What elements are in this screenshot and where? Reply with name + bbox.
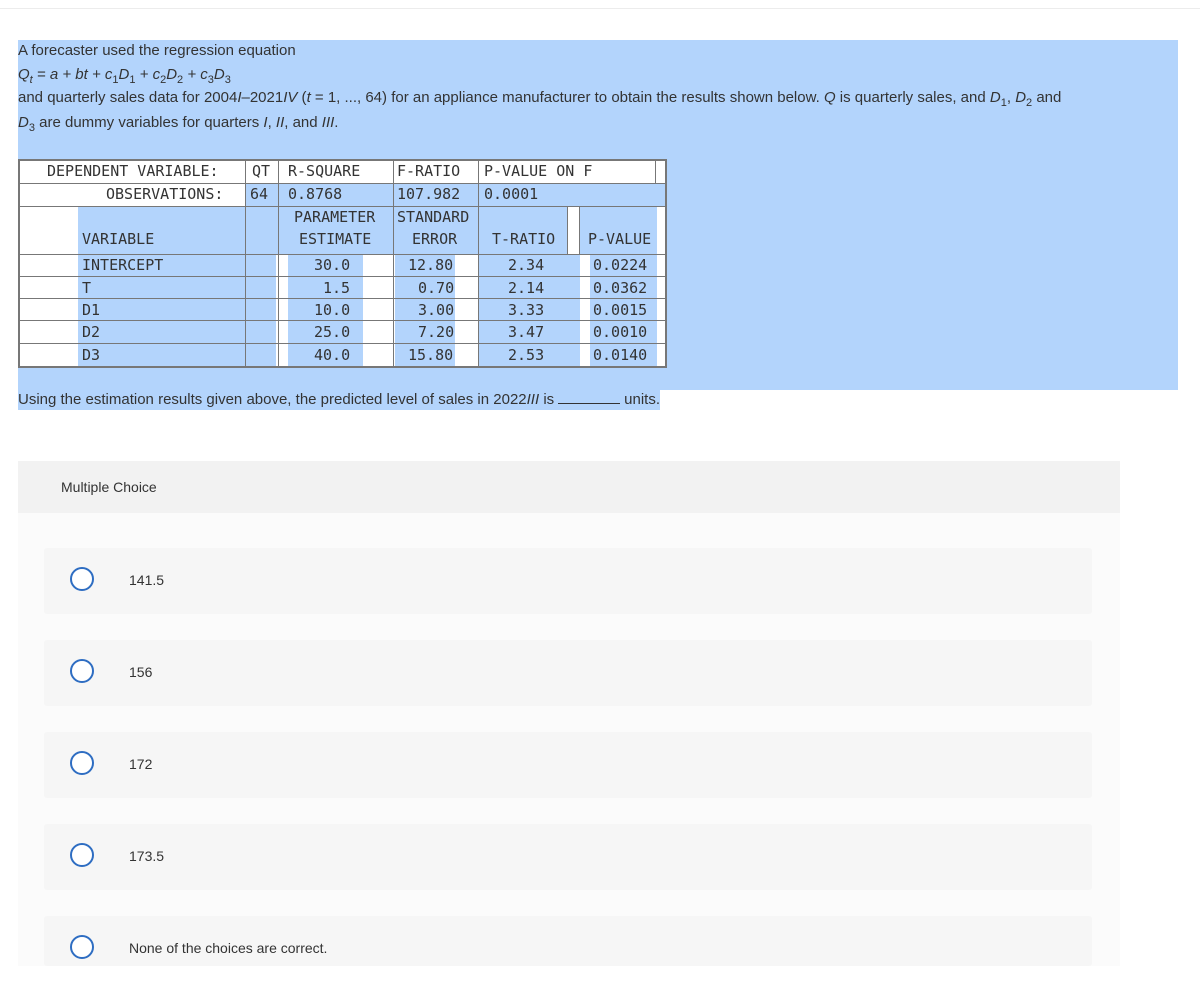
row-p-value: 0.0010	[593, 323, 648, 341]
row-std-error: 0.70	[418, 279, 455, 297]
option-5[interactable]	[44, 916, 1092, 966]
top-divider	[0, 8, 1200, 9]
grid-v0	[18, 159, 20, 368]
row-variable: D2	[82, 323, 101, 341]
row-variable: INTERCEPT	[82, 256, 164, 274]
option-label: 173.5	[129, 848, 165, 864]
table-est-white-col	[363, 254, 395, 366]
observations-value: 64	[250, 185, 269, 203]
r-square-label: R-SQUARE	[288, 162, 361, 180]
radio-button[interactable]	[70, 751, 94, 775]
p-value-on-f-label: P-VALUE ON F	[484, 162, 593, 180]
answer-blank	[558, 389, 620, 404]
row-std-error: 3.00	[418, 301, 455, 319]
dep-var-label: DEPENDENT VARIABLE:	[47, 162, 219, 180]
row-std-error: 7.20	[418, 323, 455, 341]
option-label: 156	[129, 664, 153, 680]
f-ratio-label: F-RATIO	[397, 162, 461, 180]
multiple-choice-header	[18, 461, 1120, 513]
grid-v4	[478, 159, 479, 368]
option-3[interactable]	[44, 732, 1092, 798]
row-p-value: 0.0224	[593, 256, 648, 274]
row-estimate: 25.0	[314, 323, 351, 341]
question-data-description: and quarterly sales data for 2004I–2021IV (t = 1, ..., 64) for an appliance manufacturer to obtain the results shown below. Q is quarterly sales, and $D_1$, $D_2$ and	[18, 89, 1062, 109]
question-intro: A forecaster used the regression equation	[18, 40, 320, 61]
option-label: 141.5	[129, 572, 165, 588]
header-error: ERROR	[412, 230, 458, 248]
grid-v1	[245, 159, 246, 368]
row-estimate: 30.0	[314, 256, 351, 274]
option-label: None of the choices are correct.	[129, 940, 328, 956]
grid-v7	[579, 206, 580, 254]
row-p-value: 0.0140	[593, 346, 648, 364]
multiple-choice-panel	[18, 461, 1120, 966]
answer-prompt: Using the estimation results given above, the predicted level of sales in 2022III is units.	[18, 391, 661, 408]
row-t-ratio: 2.34	[508, 256, 545, 274]
row-variable: T	[82, 279, 92, 297]
regression-equation: $Q_t = a$ + bt + $c_1D_1 + c_2D_2 + c_3D_3$	[18, 66, 231, 86]
multiple-choice-title: Multiple Choice	[61, 479, 157, 495]
p-value-on-f-value: 0.0001	[484, 185, 539, 203]
row-t-ratio: 2.53	[508, 346, 545, 364]
header-standard: STANDARD	[397, 208, 470, 226]
table-left-white-col	[18, 206, 78, 366]
f-ratio-value: 107.982	[397, 185, 461, 203]
r-square-value: 0.8768	[288, 185, 343, 203]
observations-label: OBSERVATIONS:	[106, 185, 224, 203]
row-p-value: 0.0362	[593, 279, 648, 297]
row-estimate: 10.0	[314, 301, 351, 319]
row-estimate: 1.5	[323, 279, 351, 297]
row-std-error: 12.80	[408, 256, 454, 274]
radio-button[interactable]	[70, 567, 94, 591]
grid-v8	[655, 159, 656, 183]
row-p-value: 0.0015	[593, 301, 648, 319]
grid-bottom	[18, 366, 667, 368]
header-parameter: PARAMETER	[294, 208, 376, 226]
grid-v2	[278, 159, 279, 368]
dep-var-value: QT	[252, 162, 271, 180]
header-variable: VARIABLE	[82, 230, 155, 248]
option-4[interactable]	[44, 824, 1092, 890]
header-p-value: P-VALUE	[588, 230, 652, 248]
row-std-error: 15.80	[408, 346, 454, 364]
row-t-ratio: 3.33	[508, 301, 545, 319]
grid-v6	[567, 206, 568, 254]
grid-v3	[393, 159, 394, 368]
option-label: 172	[129, 756, 153, 772]
table-se-white-col	[455, 254, 479, 366]
row-variable: D3	[82, 346, 101, 364]
grid-v5	[665, 159, 667, 368]
row-estimate: 40.0	[314, 346, 351, 364]
table-p-white-col	[580, 254, 590, 366]
option-2[interactable]	[44, 640, 1092, 706]
header-estimate: ESTIMATE	[299, 230, 372, 248]
row-variable: D1	[82, 301, 101, 319]
table-t-gap	[567, 206, 579, 254]
radio-button[interactable]	[70, 843, 94, 867]
option-1[interactable]	[44, 548, 1092, 614]
radio-button[interactable]	[70, 935, 94, 959]
multiple-choice-options	[18, 513, 1120, 966]
radio-button[interactable]	[70, 659, 94, 683]
row-t-ratio: 3.47	[508, 323, 545, 341]
question-dummy-description: $D_3$ are dummy variables for quarters I, II, and III.	[18, 114, 339, 134]
row-t-ratio: 2.14	[508, 279, 545, 297]
header-t-ratio: T-RATIO	[492, 230, 556, 248]
